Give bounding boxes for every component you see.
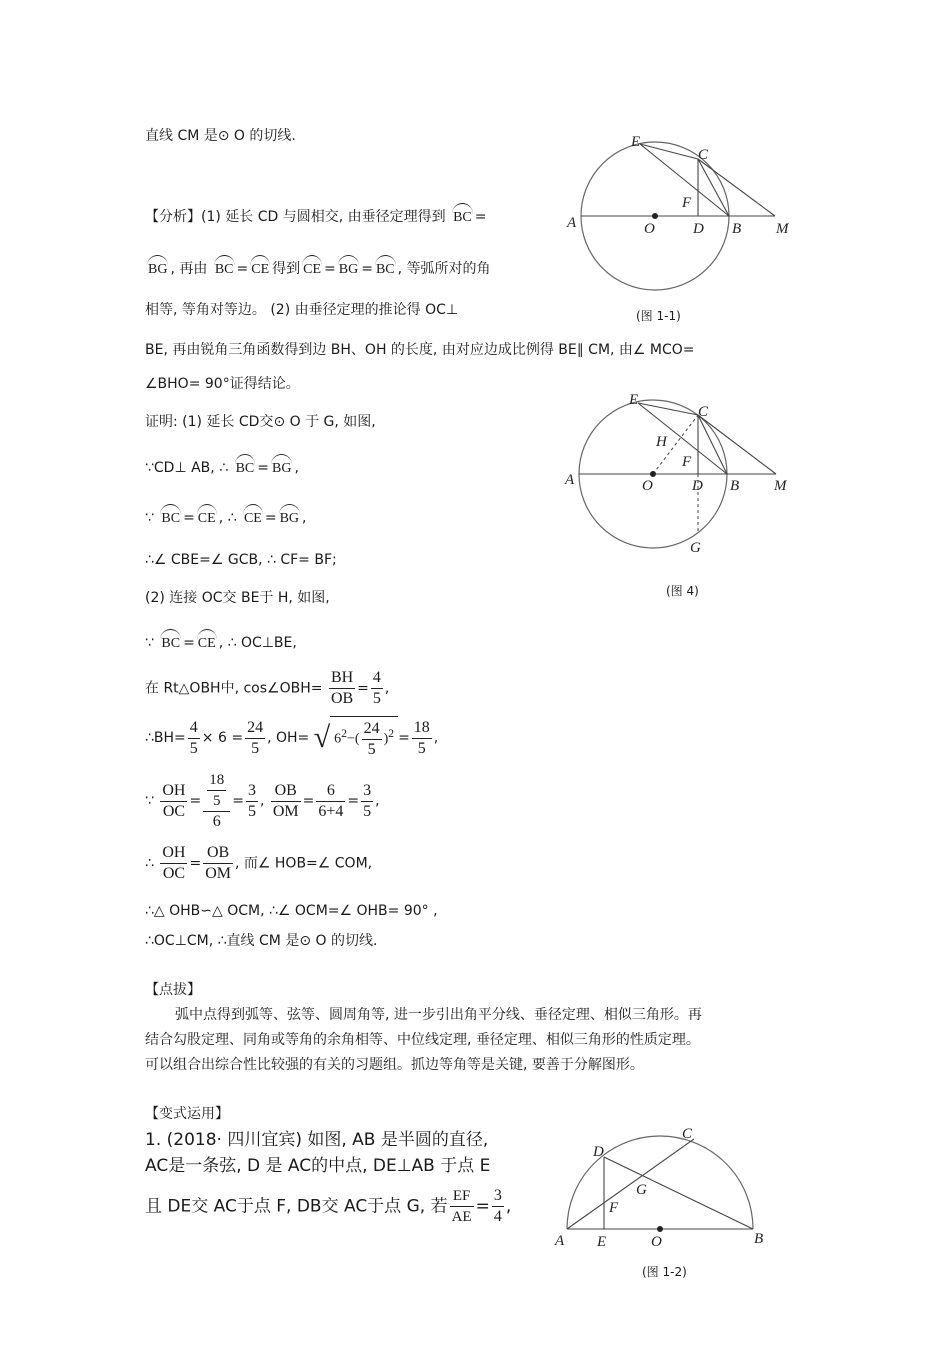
equals: =: [398, 730, 410, 746]
label-f: F: [682, 454, 692, 470]
denominator: OC: [162, 802, 186, 820]
label-e: E: [631, 134, 641, 150]
denominator: 5: [417, 739, 426, 757]
fraction-ob-om: [271, 781, 301, 822]
proof-text: ∵: [145, 510, 154, 526]
proof-text: ∴: [145, 855, 154, 872]
label-m: M: [774, 478, 787, 494]
comma: ,: [505, 1196, 512, 1217]
arc-bc: BC: [452, 208, 473, 228]
equals: =: [189, 855, 202, 872]
comma: ,: [259, 793, 269, 809]
arc-bg: BG: [271, 459, 292, 479]
label-f: F: [682, 195, 692, 211]
label-a: A: [567, 215, 577, 231]
comma: ,: [375, 793, 380, 809]
numerator: 3: [246, 781, 258, 802]
fraction-4-5: [188, 718, 200, 759]
caption-figure-1-2: (图 1-2): [642, 1265, 687, 1279]
equals: =: [264, 510, 277, 526]
fraction-ef-ae: [450, 1186, 474, 1227]
proof-line-8: [145, 716, 438, 760]
proof-line-6: [145, 633, 297, 654]
figure-4: [560, 385, 800, 560]
proof-line-3: [145, 508, 306, 529]
segment-cb: [698, 159, 729, 216]
label-g: G: [690, 540, 701, 556]
fraction-3-5: [246, 781, 258, 822]
label-d: D: [593, 1144, 604, 1160]
comma: ,: [433, 730, 439, 746]
comma: ,: [302, 510, 307, 526]
variant-line-1: 1. (2018· 四川宜宾) 如图, AB 是半圆的直径,: [145, 1130, 489, 1150]
proof-text: ∵: [145, 635, 154, 651]
arc-bg: BG: [338, 260, 359, 280]
denominator: 5: [363, 802, 372, 820]
chord-ac: [567, 1139, 694, 1229]
proof-line-9: [145, 770, 380, 832]
equals: =: [183, 510, 195, 526]
caption-figure-4: (图 4): [666, 584, 699, 598]
arc-ce: CE: [197, 509, 217, 529]
exponent: 2: [341, 727, 347, 741]
denominator: OM: [272, 802, 299, 820]
label-m: M: [776, 221, 789, 237]
proof-text: ∵: [145, 793, 154, 809]
numerator: OH: [160, 781, 187, 802]
figure-1-1: [560, 128, 800, 308]
proof-text: × 6 =: [201, 730, 244, 746]
arc-ce: CE: [250, 260, 270, 280]
proof-line-7: [145, 668, 389, 709]
label-c: C: [698, 147, 709, 163]
denominator: 5: [247, 802, 256, 820]
tip-title: 【点拔】: [145, 982, 201, 998]
denominator: 6: [212, 813, 221, 830]
equals: =: [361, 261, 373, 277]
numerator: 4: [188, 718, 200, 739]
label-o: O: [642, 478, 653, 494]
proof-line-10: [145, 843, 372, 884]
proof-text: , ∴: [218, 510, 237, 526]
line-tangent-conclusion: 直线 CM 是⊙ O 的切线.: [145, 128, 296, 144]
label-o: O: [651, 1234, 662, 1250]
analysis-line-2: [145, 259, 491, 280]
arc-bg: BG: [279, 509, 300, 529]
equals: =: [347, 793, 360, 809]
proof-text: ∴BH=: [145, 730, 186, 746]
proof-text: 在 Rt△OBH中, cos∠OBH=: [145, 680, 323, 697]
label-b: B: [754, 1231, 764, 1247]
paren: ): [383, 731, 389, 747]
label-a: A: [555, 1233, 565, 1249]
numerator: [203, 770, 230, 812]
analysis-line-3: 相等, 等角对等边。 (2) 由垂径定理的推论得 OC⊥: [145, 302, 459, 318]
tip-line-2: 结合勾股定理、同角或等角的余角相等、中位线定理, 垂径定理、相似三角形的性质定理。: [145, 1032, 700, 1048]
label-d: D: [693, 221, 704, 237]
numerator: 24: [245, 718, 265, 739]
variant-title: 【变式运用】: [145, 1106, 229, 1122]
denominator: 5: [367, 741, 376, 758]
equals: =: [257, 460, 269, 476]
center-point: [650, 471, 656, 477]
arc-bc: BC: [214, 260, 235, 280]
analysis-text: , 再由: [170, 261, 208, 277]
analysis-text: 得到: [272, 261, 301, 277]
denominator: 6+4: [318, 802, 344, 820]
caption-figure-1-1: (图 1-1): [636, 309, 681, 323]
numerator: 18: [412, 718, 432, 739]
analysis-line-5: ∠BHO= 90°证得结论。: [145, 376, 300, 392]
numerator: 24: [362, 719, 382, 740]
tip-line-1: 弧中点得到弧等、弦等、圆周角等, 进一步引出角平分线、垂径定理、相似三角形。再: [175, 1007, 702, 1023]
proof-text: ∵CD⊥ AB, ∴: [145, 460, 229, 476]
radicand: [330, 716, 398, 760]
denominator: OB: [330, 690, 354, 707]
label-g: G: [636, 1182, 647, 1198]
label-e: E: [597, 1234, 607, 1250]
denominator: AE: [451, 1209, 472, 1225]
numerator: 4: [371, 668, 383, 689]
numerator: 3: [492, 1186, 504, 1207]
fraction-6-10: [316, 781, 345, 822]
denominator: 5: [372, 690, 381, 707]
label-o: O: [644, 221, 655, 237]
arc-bg: BG: [147, 260, 168, 280]
equals: =: [475, 1196, 490, 1217]
equals: =: [232, 793, 244, 809]
fraction-4-5: [371, 668, 383, 709]
exponent: 2: [388, 727, 395, 741]
fraction-3-5: [361, 781, 373, 822]
numerator: OB: [203, 843, 233, 864]
denominator: 4: [493, 1208, 502, 1225]
fraction-oh-oc: [160, 843, 187, 884]
numerator: EF: [450, 1186, 474, 1207]
numerator: 18: [207, 770, 226, 791]
fraction-18-5: [412, 718, 432, 759]
proof-line-12: ∴OC⊥CM, ∴直线 CM 是⊙ O 的切线.: [145, 933, 378, 949]
label-h: H: [656, 434, 667, 450]
label-b: B: [732, 221, 742, 237]
label-a: A: [565, 472, 575, 488]
variant-line-3: [145, 1186, 511, 1227]
fraction-24-5: [362, 719, 382, 760]
proof-line-11: ∴△ OHB∽△ OCM, ∴∠ OCM=∠ OHB= 90° ,: [145, 903, 438, 919]
numerator: 6: [316, 781, 345, 802]
fraction-18-5: [207, 770, 226, 811]
arc-bc: BC: [160, 509, 181, 529]
radical-sign: √: [313, 721, 331, 754]
segment-cb: [698, 415, 727, 474]
center-point: [652, 213, 658, 219]
figure-1-2: [545, 1120, 775, 1255]
label-b: B: [730, 478, 740, 494]
square-root: [314, 716, 398, 760]
equals: =: [189, 793, 202, 809]
numerator: 3: [361, 781, 373, 802]
equals: =: [357, 680, 369, 697]
fraction-3-4: [492, 1186, 504, 1227]
equals: =: [236, 261, 249, 277]
equals: =: [324, 261, 336, 277]
denominator: OM: [205, 865, 231, 882]
numerator: OB: [271, 781, 301, 802]
analysis-line-1: [145, 207, 487, 228]
tip-line-3: 可以组合出综合性比较强的有关的习题组。抓边等角等是关键, 要善于分解图形。: [145, 1057, 644, 1073]
analysis-text: , 等弧所对的角: [397, 261, 491, 277]
denominator: 5: [212, 793, 221, 809]
segment-cm: [698, 415, 776, 474]
fraction-oh-oc: [160, 781, 187, 822]
segment-cm: [698, 159, 775, 216]
arc-bc: BC: [160, 634, 181, 654]
arc-bc: BC: [375, 260, 396, 280]
term: 6: [334, 731, 342, 747]
proof-text: , ∴ OC⊥BE,: [218, 635, 297, 651]
fraction-24-5: [245, 718, 265, 759]
denominator: 5: [189, 739, 198, 757]
fraction-compound: [203, 770, 230, 832]
numerator: BH: [329, 668, 355, 689]
variant-text: 且 DE交 AC于点 F, DB交 AC于点 G, 若: [145, 1196, 448, 1217]
proof-line-1: 证明: (1) 延长 CD交⊙ O 于 G, 如图,: [145, 414, 376, 430]
arc-ce: CE: [197, 634, 217, 654]
comma: ,: [384, 680, 390, 697]
arc-ce: CE: [243, 509, 263, 529]
proof-line-5: (2) 连接 OC交 BE于 H, 如图,: [145, 590, 330, 606]
variant-line-2: AC是一条弦, D 是 AC的中点, DE⊥AB 于点 E: [145, 1156, 491, 1176]
fraction-bh-ob: [329, 668, 355, 709]
equals: =: [183, 635, 195, 651]
proof-text: , OH=: [267, 730, 310, 746]
arc-bc: BC: [235, 459, 256, 479]
denominator: 5: [251, 739, 260, 757]
equals: =: [474, 209, 487, 225]
label-f: F: [609, 1200, 619, 1216]
label-c: C: [682, 1126, 693, 1142]
label-c: C: [698, 404, 709, 420]
proof-line-2: [145, 458, 299, 479]
equals: =: [302, 793, 315, 809]
proof-text: , 而∠ HOB=∠ COM,: [235, 855, 373, 872]
proof-line-4: ∴∠ CBE=∠ GCB, ∴ CF= BF;: [145, 552, 337, 568]
arc-ce: CE: [302, 260, 322, 280]
analysis-line-4: BE, 再由锐角三角函数得到边 BH、OH 的长度, 由对应边成比例得 BE∥ CM, 由∠ MCO=: [145, 342, 695, 358]
center-point: [657, 1226, 663, 1232]
analysis-text: 【分析】(1) 延长 CD 与圆相交, 由垂径定理得到: [145, 209, 446, 225]
comma: ,: [294, 460, 299, 476]
fraction-ob-om: [203, 843, 233, 884]
label-d: D: [692, 478, 703, 494]
label-e: E: [629, 392, 639, 408]
paren: −(: [347, 731, 360, 747]
denominator: OC: [162, 865, 186, 882]
numerator: OH: [160, 843, 187, 864]
